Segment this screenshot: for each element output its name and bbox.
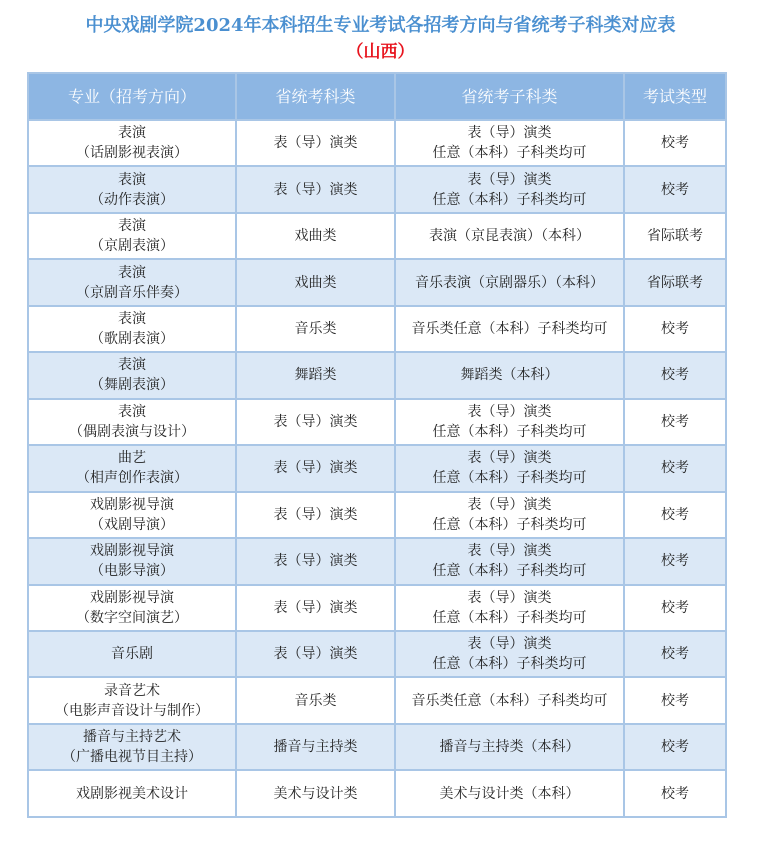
- major-cell: [28, 120, 236, 166]
- major-cell-line: 表演: [118, 125, 146, 142]
- table-row: [28, 166, 726, 212]
- subcategory-cell-line: 任意（本科）子科类均可: [432, 191, 587, 208]
- major-cell-line: 表演: [118, 311, 146, 328]
- table-row: [28, 352, 726, 398]
- category-cell: [236, 352, 395, 398]
- major-cell: [28, 166, 236, 212]
- major-cell-line: 录音艺术: [104, 682, 160, 699]
- subcategory-cell: [395, 538, 624, 584]
- exam-type-cell: 校考: [624, 585, 726, 631]
- table-row: [28, 724, 726, 770]
- major-cell-line: 戏剧影视美术设计: [76, 785, 188, 802]
- subcategory-cell: [395, 120, 624, 166]
- subcategory-cell-line: 任意（本科）子科类均可: [432, 423, 587, 440]
- category-cell-line: 表（导）演类: [273, 646, 358, 663]
- major-cell: [28, 770, 236, 817]
- category-cell-line: 表（导）演类: [273, 553, 358, 570]
- major-cell-line: （数字空间演艺）: [76, 609, 188, 626]
- major-cell: [28, 538, 236, 584]
- subcategory-cell-line: 表（导）演类: [467, 125, 552, 142]
- subcategory-cell-line: 音乐表演（京剧器乐）（本科）: [415, 274, 604, 291]
- exam-type-cell: 校考: [624, 352, 726, 398]
- category-cell: [236, 677, 395, 723]
- subcategory-cell: [395, 724, 624, 770]
- subcategory-cell: [395, 306, 624, 352]
- exam-type-cell: 校考: [624, 399, 726, 445]
- subcategory-cell: [395, 352, 624, 398]
- category-cell: [236, 213, 395, 259]
- subcategory-cell: [395, 166, 624, 212]
- table-body: [28, 120, 726, 817]
- major-cell-line: （舞剧表演）: [90, 377, 174, 394]
- subcategory-cell-line: 表（导）演类: [467, 171, 552, 188]
- header-exam-type: 考试类型: [624, 73, 726, 120]
- major-cell-line: （相声创作表演）: [76, 470, 188, 487]
- major-cell-line: （电影导演）: [90, 563, 174, 580]
- major-cell-line: （话剧影视表演）: [76, 145, 188, 162]
- subcategory-cell: [395, 770, 624, 817]
- major-cell-line: （电影声音设计与制作）: [55, 702, 209, 719]
- table-row: [28, 306, 726, 352]
- category-cell-line: 舞蹈类: [294, 367, 337, 384]
- subcategory-cell-line: 表（导）演类: [467, 403, 552, 420]
- major-cell-line: 戏剧影视导演: [90, 543, 174, 560]
- page-subtitle: （山西）: [346, 42, 415, 62]
- table-row: [28, 399, 726, 445]
- table-row: [28, 213, 726, 259]
- major-cell: [28, 259, 236, 305]
- subcategory-cell: [395, 213, 624, 259]
- major-cell: [28, 631, 236, 677]
- major-cell-line: 表演: [118, 357, 146, 374]
- category-cell: [236, 399, 395, 445]
- subcategory-cell-line: 任意（本科）子科类均可: [432, 656, 587, 673]
- exam-type-cell: 校考: [624, 538, 726, 584]
- subcategory-cell: [395, 399, 624, 445]
- major-cell-line: （戏剧导演）: [90, 516, 174, 533]
- subcategory-cell: [395, 492, 624, 538]
- category-cell-line: 播音与主持类: [273, 739, 358, 756]
- subcategory-cell: [395, 585, 624, 631]
- major-cell-line: 戏剧影视导演: [90, 496, 174, 513]
- exam-type-cell: 校考: [624, 445, 726, 491]
- category-cell-line: 表（导）演类: [273, 506, 358, 523]
- category-cell-line: 表（导）演类: [273, 460, 358, 477]
- exam-type-cell: 校考: [624, 166, 726, 212]
- subcategory-cell: [395, 445, 624, 491]
- major-cell: [28, 585, 236, 631]
- major-cell-line: 表演: [118, 264, 146, 281]
- subcategory-cell: [395, 631, 624, 677]
- exam-type-cell: 校考: [624, 492, 726, 538]
- category-cell: [236, 492, 395, 538]
- category-cell-line: 戏曲类: [294, 228, 337, 245]
- exam-type-cell: 校考: [624, 631, 726, 677]
- subcategory-cell-line: 音乐类任意（本科）子科类均可: [411, 321, 608, 338]
- category-cell-line: 表（导）演类: [273, 181, 358, 198]
- table-row: [28, 120, 726, 166]
- category-cell: [236, 306, 395, 352]
- table-row: [28, 585, 726, 631]
- category-cell: [236, 538, 395, 584]
- exam-type-cell: 校考: [624, 724, 726, 770]
- major-cell: [28, 445, 236, 491]
- major-cell-line: 表演: [118, 171, 146, 188]
- category-cell-line: 表（导）演类: [273, 413, 358, 430]
- subcategory-cell-line: 任意（本科）子科类均可: [432, 516, 587, 533]
- subcategory-cell: [395, 259, 624, 305]
- subcategory-cell-line: 表演（京昆表演）（本科）: [429, 228, 590, 245]
- category-cell: [236, 770, 395, 817]
- major-cell: [28, 492, 236, 538]
- subcategory-cell-line: 表（导）演类: [467, 543, 552, 560]
- exam-type-cell: 校考: [624, 306, 726, 352]
- category-cell: [236, 259, 395, 305]
- subcategory-cell-line: 表（导）演类: [467, 589, 552, 606]
- subcategory-cell-line: 任意（本科）子科类均可: [432, 563, 587, 580]
- subcategory-cell-line: 音乐类任意（本科）子科类均可: [411, 692, 608, 709]
- major-cell-line: （京剧音乐伴奏）: [76, 284, 188, 301]
- category-cell: [236, 445, 395, 491]
- major-cell-line: 表演: [118, 403, 146, 420]
- major-cell-line: 播音与主持艺术: [83, 729, 181, 746]
- major-cell: [28, 724, 236, 770]
- major-cell-line: （歌剧表演）: [90, 331, 174, 348]
- major-cell: [28, 352, 236, 398]
- category-cell-line: 音乐类: [294, 321, 337, 338]
- admission-table: [27, 72, 727, 818]
- subcategory-cell: [395, 677, 624, 723]
- exam-type-cell: 省际联考: [624, 213, 726, 259]
- category-cell-line: 戏曲类: [294, 274, 337, 291]
- category-cell: [236, 631, 395, 677]
- table-row: [28, 259, 726, 305]
- major-cell-line: （动作表演）: [90, 191, 174, 208]
- major-cell-line: 表演: [118, 218, 146, 235]
- major-cell-line: （偶剧表演与设计）: [69, 423, 195, 440]
- exam-type-cell: 校考: [624, 120, 726, 166]
- table-row: [28, 538, 726, 584]
- subcategory-cell-line: 舞蹈类（本科）: [460, 367, 559, 384]
- exam-type-cell: 校考: [624, 677, 726, 723]
- exam-type-cell: 校考: [624, 770, 726, 817]
- major-cell: [28, 677, 236, 723]
- major-cell-line: 音乐剧: [111, 646, 153, 663]
- subcategory-cell-line: 表（导）演类: [467, 496, 552, 513]
- table-header-row: [28, 73, 726, 120]
- category-cell-line: 美术与设计类: [273, 785, 358, 802]
- page-title: 中央戏剧学院2024年本科招生专业考试各招考方向与省统考子科类对应表: [85, 15, 676, 36]
- category-cell: [236, 166, 395, 212]
- category-cell-line: 表（导）演类: [273, 135, 358, 152]
- table-row: [28, 631, 726, 677]
- exam-type-cell: 省际联考: [624, 259, 726, 305]
- subcategory-cell-line: 任意（本科）子科类均可: [432, 470, 587, 487]
- major-cell-line: 戏剧影视导演: [90, 589, 174, 606]
- major-cell: [28, 399, 236, 445]
- subcategory-cell-line: 任意（本科）子科类均可: [432, 609, 587, 626]
- category-cell-line: 音乐类: [294, 692, 337, 709]
- major-cell: [28, 306, 236, 352]
- table-row: [28, 770, 726, 817]
- category-cell: [236, 585, 395, 631]
- subcategory-cell-line: 表（导）演类: [467, 450, 552, 467]
- major-cell-line: （广播电视节目主持）: [62, 749, 202, 766]
- category-cell: [236, 724, 395, 770]
- subcategory-cell-line: 任意（本科）子科类均可: [432, 145, 587, 162]
- subcategory-cell-line: 播音与主持类（本科）: [439, 739, 580, 756]
- major-cell-line: 曲艺: [118, 450, 146, 467]
- table-row: [28, 677, 726, 723]
- subcategory-cell-line: 美术与设计类（本科）: [439, 785, 580, 802]
- header-major: 专业（招考方向）: [28, 73, 236, 120]
- category-cell-line: 表（导）演类: [273, 599, 358, 616]
- header-subcategory: 省统考子科类: [395, 73, 624, 120]
- table-row: [28, 492, 726, 538]
- header-category: 省统考科类: [236, 73, 395, 120]
- major-cell-line: （京剧表演）: [90, 238, 174, 255]
- category-cell: [236, 120, 395, 166]
- table-row: [28, 445, 726, 491]
- major-cell: [28, 213, 236, 259]
- subcategory-cell-line: 表（导）演类: [467, 636, 552, 653]
